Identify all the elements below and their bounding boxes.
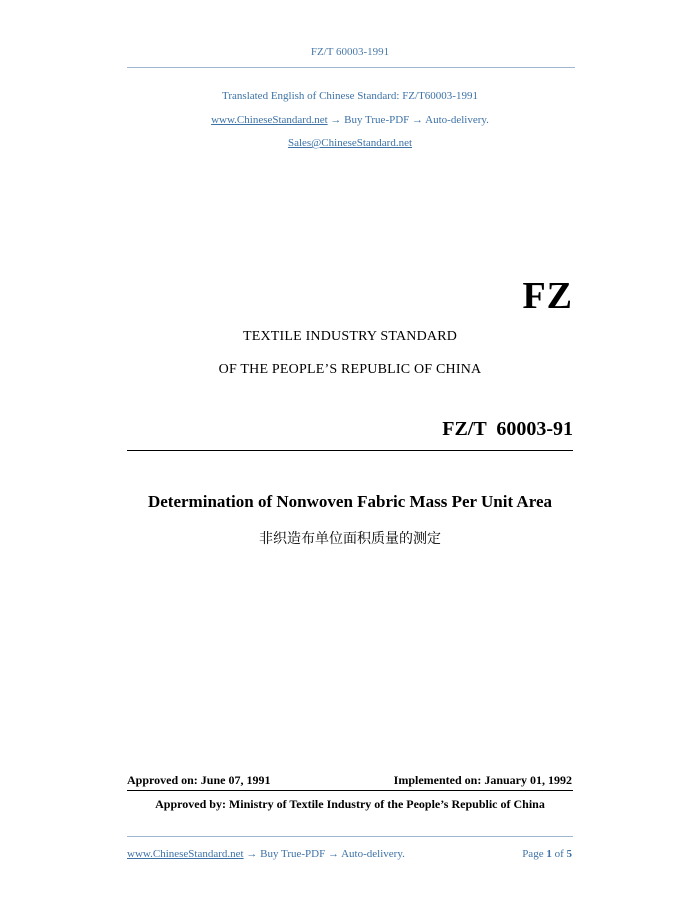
- page-current: 1: [546, 848, 552, 860]
- standard-mark: FZ: [522, 275, 573, 317]
- promo-site-link[interactable]: www.ChineseStandard.net: [211, 114, 328, 126]
- promo-line-1: Translated English of Chinese Standard: FZ/T60003-1991: [222, 90, 478, 102]
- footer-promo: [127, 848, 405, 860]
- dates-rule: [127, 790, 573, 791]
- document-title-chinese: 非织造布单位面积质量的测定: [259, 531, 441, 547]
- footer-promo-rest: → Buy True-PDF → Auto-delivery.: [246, 848, 405, 860]
- standard-title-line-1: TEXTILE INDUSTRY STANDARD: [242, 329, 458, 344]
- page-header-code: FZ/T 60003-1991: [310, 46, 390, 58]
- page-number: [522, 848, 572, 860]
- promo-line-2-rest: → Buy True-PDF → Auto-delivery.: [330, 114, 489, 126]
- promo-line-2: [0, 114, 700, 126]
- page-total: 5: [566, 848, 572, 860]
- standard-number-rule: [127, 450, 573, 451]
- page-of: of: [554, 848, 564, 860]
- footer-rule: [127, 836, 573, 837]
- header-rule: [127, 67, 575, 68]
- promo-line-3: [0, 137, 700, 149]
- approved-by: Approved by: Ministry of Textile Industry of the People’s Republic of China: [155, 797, 545, 811]
- footer-site-link[interactable]: www.ChineseStandard.net: [127, 848, 244, 860]
- standard-title-line-2: OF THE PEOPLE’S REPUBLIC OF CHINA: [218, 362, 482, 377]
- page-label: Page: [522, 848, 544, 860]
- implemented-on-date: Implemented on: January 01, 1992: [393, 773, 572, 787]
- approved-on-date: Approved on: June 07, 1991: [127, 773, 271, 787]
- document-title-english: Determination of Nonwoven Fabric Mass Per Unit Area: [147, 492, 552, 511]
- promo-email-link[interactable]: Sales@ChineseStandard.net: [287, 137, 413, 149]
- standard-number: FZ/T 60003-91: [442, 418, 573, 440]
